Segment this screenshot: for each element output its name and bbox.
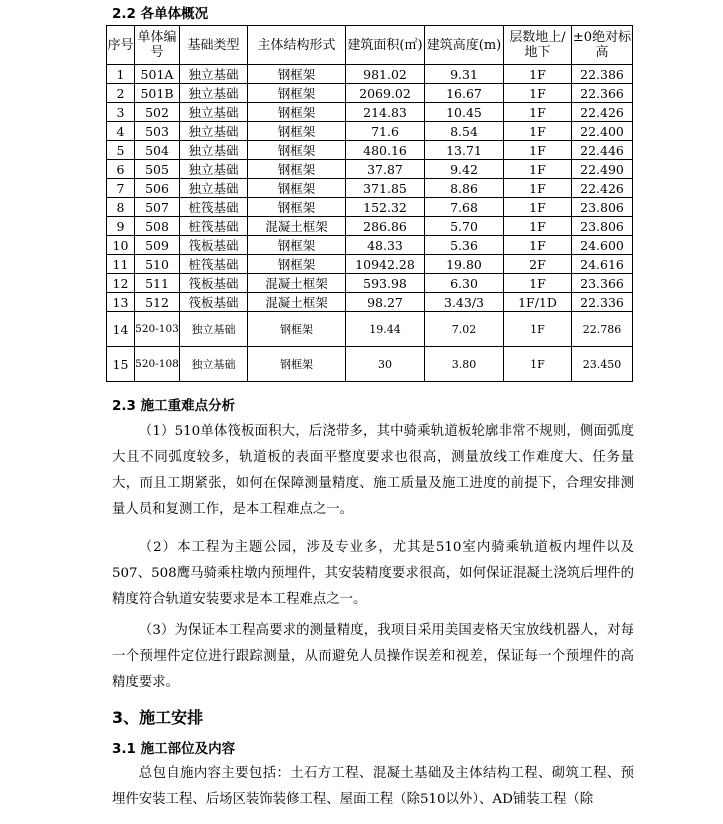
table-cell: 1F/1D [504, 293, 572, 312]
table-cell: 981.02 [346, 65, 425, 84]
header-cell: 主体结构形式 [248, 26, 346, 65]
table-cell: 512 [135, 293, 180, 312]
table-cell: 502 [135, 103, 180, 122]
table-cell: 22.786 [572, 312, 633, 347]
table-cell: 14 [107, 312, 135, 347]
table-cell: 22.336 [572, 293, 633, 312]
table-cell: 508 [135, 217, 180, 236]
table-cell: 1F [504, 122, 572, 141]
table-cell: 3.43/3 [425, 293, 504, 312]
table-cell: 钢框架 [248, 347, 346, 382]
table-cell: 1F [504, 312, 572, 347]
table-cell: 钢框架 [248, 198, 346, 217]
table-cell: 71.6 [346, 122, 425, 141]
table-cell: 22.386 [572, 65, 633, 84]
table-cell: 507 [135, 198, 180, 217]
table-cell: 30 [346, 347, 425, 382]
table-cell: 22.490 [572, 160, 633, 179]
table-cell: 钢框架 [248, 141, 346, 160]
table-cell: 152.32 [346, 198, 425, 217]
table-cell: 3 [107, 103, 135, 122]
table-cell: 520-108 [135, 347, 180, 382]
table-cell: 23.806 [572, 217, 633, 236]
table-cell: 6.30 [425, 274, 504, 293]
table-cell: 桩筏基础 [180, 198, 248, 217]
table-cell: 钢框架 [248, 255, 346, 274]
table-cell: 5 [107, 141, 135, 160]
building-summary-table [106, 25, 633, 382]
table-cell: 6 [107, 160, 135, 179]
table-cell: 8 [107, 198, 135, 217]
section-2-3-title: 2.3 施工重难点分析 [112, 398, 236, 414]
table-cell: 12 [107, 274, 135, 293]
table-cell: 钢框架 [248, 103, 346, 122]
table-cell: 9 [107, 217, 135, 236]
table-cell: 钢框架 [248, 160, 346, 179]
table-cell: 23.806 [572, 198, 633, 217]
table-cell: 24.616 [572, 255, 633, 274]
paragraph-difficulty-2: （2）本工程为主题公园，涉及专业多，尤其是510室内骑乘轨道板内埋件以及507、508鹰马骑乘柱墩内预埋件，其安装精度要求很高，如何保证混凝土浇筑后埋件的精度符合轨道安装要求是本工程难点之一。 [112, 540, 634, 607]
header-cell: 基础类型 [180, 26, 248, 65]
table-row [107, 236, 633, 255]
table-cell: 37.87 [346, 160, 425, 179]
table-cell: 10.45 [425, 103, 504, 122]
table-cell: 22.366 [572, 84, 633, 103]
table-cell: 1F [504, 198, 572, 217]
table-cell: 1F [504, 179, 572, 198]
table-cell: 7.68 [425, 198, 504, 217]
table-cell: 1F [504, 236, 572, 255]
table-cell: 桩筏基础 [180, 217, 248, 236]
table-cell: 98.27 [346, 293, 425, 312]
table-cell: 1F [504, 274, 572, 293]
table-row [107, 347, 633, 382]
table-cell: 2F [504, 255, 572, 274]
header-cell: 序号 [107, 26, 135, 65]
table-cell: 22.400 [572, 122, 633, 141]
table-cell: 1F [504, 141, 572, 160]
table-cell: 筏板基础 [180, 293, 248, 312]
table-cell: 23.450 [572, 347, 633, 382]
section-3-1-title: 3.1 施工部位及内容 [112, 741, 236, 757]
table-cell: 214.83 [346, 103, 425, 122]
header-cell: 建筑面积(㎡) [346, 26, 425, 65]
table-cell: 506 [135, 179, 180, 198]
table-cell: 371.85 [346, 179, 425, 198]
table-cell: 24.600 [572, 236, 633, 255]
paragraph-difficulty-1: （1）510单体筏板面积大，后浇带多，其中骑乘轨道板轮廓非常不规则，侧面弧度大且不同弧度较多，轨道板的表面平整度要求也很高，测量放线工作难度大、任务量大，而且工期紧张，如何在保障测量精度、施工质量及施工进度的前提下，合理安排测量人员和复测工作，是本工程难点之一。 [112, 424, 634, 517]
table-cell: 23.366 [572, 274, 633, 293]
table-cell: 独立基础 [180, 141, 248, 160]
table-cell: 4 [107, 122, 135, 141]
table-row [107, 255, 633, 274]
table-cell: 501A [135, 65, 180, 84]
table-cell: 503 [135, 122, 180, 141]
table-row [107, 274, 633, 293]
table-cell: 48.33 [346, 236, 425, 255]
table-row [107, 141, 633, 160]
table-cell: 1F [504, 84, 572, 103]
table-cell: 19.44 [346, 312, 425, 347]
table-cell: 15 [107, 347, 135, 382]
table-cell: 286.86 [346, 217, 425, 236]
header-cell: 层数地上/地下 [504, 26, 572, 65]
table-cell: 钢框架 [248, 84, 346, 103]
table-cell: 510 [135, 255, 180, 274]
table-cell: 钢框架 [248, 65, 346, 84]
table-cell: 1F [504, 217, 572, 236]
table-row [107, 103, 633, 122]
header-cell: ±0绝对标高 [572, 26, 633, 65]
table-cell: 1F [504, 65, 572, 84]
table-cell: 独立基础 [180, 160, 248, 179]
table-cell: 1F [504, 103, 572, 122]
table-cell: 22.426 [572, 179, 633, 198]
table-row [107, 160, 633, 179]
table-cell: 钢框架 [248, 236, 346, 255]
table-cell: 8.86 [425, 179, 504, 198]
table-row [107, 65, 633, 84]
table-row [107, 84, 633, 103]
table-cell: 593.98 [346, 274, 425, 293]
table-cell: 独立基础 [180, 84, 248, 103]
header-cell: 单体编号 [135, 26, 180, 65]
table-row [107, 217, 633, 236]
table-cell: 1F [504, 347, 572, 382]
table-cell: 22.426 [572, 103, 633, 122]
table-cell: 独立基础 [180, 122, 248, 141]
table-cell: 独立基础 [180, 179, 248, 198]
table-cell: 独立基础 [180, 65, 248, 84]
table-cell: 501B [135, 84, 180, 103]
paragraph-scope: 总包自施内容主要包括：土石方工程、混凝土基础及主体结构工程、砌筑工程、预埋件安装工程、后场区装饰装修工程、屋面工程（除510以外）、AD铺装工程（除 [112, 766, 634, 807]
table-cell: 2069.02 [346, 84, 425, 103]
table-cell: 19.80 [425, 255, 504, 274]
table-cell: 7 [107, 179, 135, 198]
table-cell: 混凝土框架 [248, 274, 346, 293]
table-cell: 13 [107, 293, 135, 312]
table-row [107, 312, 633, 347]
paragraph-difficulty-3: （3）为保证本工程高要求的测量精度，我项目采用美国麦格天宝放线机器人，对每一个预埋件定位进行跟踪测量，从而避免人员操作误差和视差，保证每一个预埋件的高精度要求。 [112, 623, 634, 690]
table-row [107, 293, 633, 312]
table-cell: 10 [107, 236, 135, 255]
table-cell: 16.67 [425, 84, 504, 103]
table-cell: 独立基础 [180, 312, 248, 347]
table-cell: 11 [107, 255, 135, 274]
table-cell: 桩筏基础 [180, 255, 248, 274]
table-cell: 480.16 [346, 141, 425, 160]
table-cell: 13.71 [425, 141, 504, 160]
table-row [107, 179, 633, 198]
table-row [107, 122, 633, 141]
table-cell: 8.54 [425, 122, 504, 141]
section-2-2-title: 2.2 各单体概况 [112, 6, 209, 22]
table-cell: 钢框架 [248, 122, 346, 141]
table-cell: 520-103 [135, 312, 180, 347]
table-cell: 3.80 [425, 347, 504, 382]
table-cell: 独立基础 [180, 347, 248, 382]
table-cell: 独立基础 [180, 103, 248, 122]
section-3-title: 3、施工安排 [112, 708, 204, 727]
table-cell: 505 [135, 160, 180, 179]
table-cell: 筏板基础 [180, 274, 248, 293]
table-cell: 1F [504, 160, 572, 179]
table-cell: 10942.28 [346, 255, 425, 274]
table-cell: 钢框架 [248, 312, 346, 347]
table-row [107, 198, 633, 217]
table-cell: 511 [135, 274, 180, 293]
table-cell: 2 [107, 84, 135, 103]
table-cell: 钢框架 [248, 179, 346, 198]
table-cell: 5.70 [425, 217, 504, 236]
table-cell: 混凝土框架 [248, 293, 346, 312]
header-cell: 建筑高度(m) [425, 26, 504, 65]
table-cell: 9.31 [425, 65, 504, 84]
table-cell: 509 [135, 236, 180, 255]
table-cell: 9.42 [425, 160, 504, 179]
table-cell: 7.02 [425, 312, 504, 347]
table-cell: 混凝土框架 [248, 217, 346, 236]
table-cell: 1 [107, 65, 135, 84]
table-header-row [107, 26, 633, 65]
table-cell: 504 [135, 141, 180, 160]
table-cell: 筏板基础 [180, 236, 248, 255]
table-cell: 22.446 [572, 141, 633, 160]
table-cell: 5.36 [425, 236, 504, 255]
